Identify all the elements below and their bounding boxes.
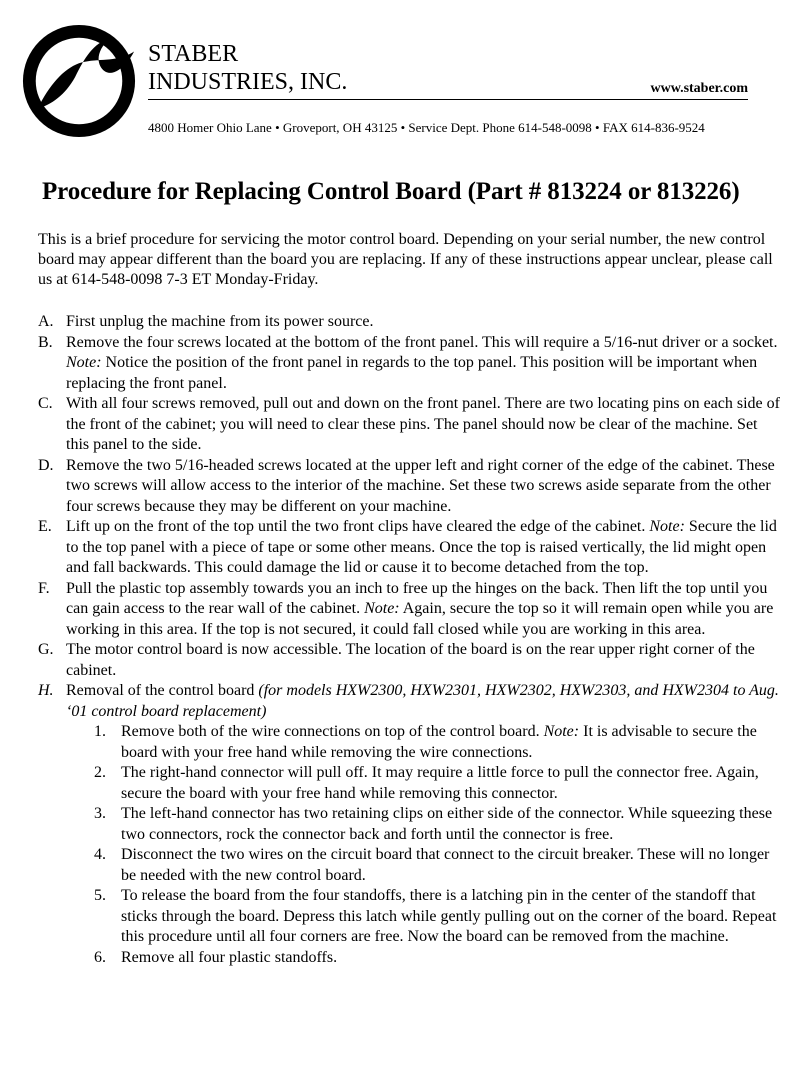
- header-rule: [148, 99, 748, 100]
- page-title: Procedure for Replacing Control Board (Part # 813224 or 813226): [42, 178, 740, 205]
- substep-5: [94, 886, 780, 948]
- substep-2: [94, 763, 780, 804]
- step-g: [38, 640, 780, 681]
- note-label: Note:: [66, 354, 102, 371]
- company-logo-icon: [20, 22, 138, 140]
- substep-3: [94, 804, 780, 845]
- step-marker: E.: [38, 518, 52, 535]
- step-b: [38, 333, 780, 395]
- note-label: Note:: [649, 518, 685, 535]
- company-name: [148, 40, 347, 96]
- step-text: First unplug the machine from its power source.: [66, 313, 374, 330]
- substep-number: 1.: [94, 723, 106, 740]
- step-text: Lift up on the front of the top until the two front clips have cleared the edge of the cabinet.: [66, 518, 650, 535]
- step-text: Removal of the control board: [66, 682, 259, 699]
- substep-text: Remove all four plastic standoffs.: [121, 948, 338, 966]
- step-text: With all four screws removed, pull out and down on the front panel. There are two locating pins on each side of the front of the cabinet; you will need to clear these pins. The panel should now be clear of the machine. Set this panel to the side.: [66, 395, 780, 453]
- step-f: [38, 579, 780, 641]
- step-c: [38, 394, 780, 456]
- substep-1: [94, 722, 780, 763]
- step-marker: H.: [38, 682, 54, 699]
- step-text: Again, secure the top so it will remain open while you are working in this area. If the top is not secured, it could fall closed while you are working in this area.: [66, 600, 774, 638]
- step-h: [38, 681, 780, 968]
- intro-paragraph: This is a brief procedure for servicing the motor control board. Depending on your serial number, the new control board may appear different than the board you are replacing. If any of these instructions appear unclear, please call us at 614-548-0098 7-3 ET Monday-Friday.: [38, 231, 773, 288]
- step-text: Remove the four screws located at the bottom of the front panel. This will require a 5/16-nut driver or a socket.: [66, 333, 778, 351]
- step-text: Notice the position of the front panel in regards to the top panel. This position will be important when replacing the front panel.: [66, 354, 758, 392]
- company-name-line2: INDUSTRIES, INC.: [148, 69, 348, 95]
- substep-text: Disconnect the two wires on the circuit board that connect to the circuit breaker. These will no longer be needed with the new control board.: [121, 846, 770, 884]
- substep-4: [94, 845, 780, 886]
- substep-number: 4.: [94, 846, 106, 863]
- substep-6: [94, 948, 780, 969]
- step-models-note: (for models HXW2300, HXW2301, HXW2302, HXW2303, and HXW2304 to Aug. ‘01 control board replacement): [66, 682, 779, 720]
- step-marker: B.: [38, 333, 53, 351]
- step-e: [38, 517, 780, 579]
- substep-text: To release the board from the four standoffs, there is a latching pin in the center of the standoff that sticks through the board. Depress this latch while gently pulling out on the corner of the board. Repeat this procedure until all four corners are free. Now the board can be removed from the machine.: [121, 887, 777, 945]
- step-text: Secure the lid to the top panel with a piece of tape or some other means. Once the top is raised vertically, the lid might open and fall backwards. This could damage the lid or cause it to become detached from the top.: [66, 518, 777, 576]
- step-marker: A.: [38, 313, 54, 330]
- company-name-line1: STABER: [148, 41, 239, 67]
- website-link[interactable]: www.staber.com: [650, 81, 748, 96]
- step-text: Remove the two 5/16-headed screws located at the upper left and right corner of the edge of the cabinet. These two screws will allow access to the interior of the machine. Set these two screws aside separate from the other four screws because they may be different on your machine.: [66, 456, 775, 515]
- substep-text: Remove both of the wire connections on top of the control board.: [121, 723, 544, 740]
- step-d: [38, 456, 780, 518]
- procedure-steps: [38, 312, 780, 968]
- substep-number: 2.: [94, 764, 106, 781]
- step-marker: C.: [38, 395, 53, 412]
- step-marker: F.: [38, 579, 50, 597]
- note-label: Note:: [364, 600, 400, 617]
- step-text: The motor control board is now accessible. The location of the board is on the rear upper right corner of the cabinet.: [66, 641, 755, 679]
- step-marker: G.: [38, 641, 54, 658]
- substep-text: The left-hand connector has two retaining clips on either side of the connector. While squeezing these two connectors, rock the connector back and forth until the connector is free.: [121, 805, 773, 843]
- step-a: [38, 312, 780, 333]
- substeps-list: [66, 722, 780, 968]
- substep-text: The right-hand connector will pull off. It may require a little force to pull the connector free. Again, secure the board with your free hand while removing this connector.: [121, 764, 759, 802]
- note-label: Note:: [543, 723, 580, 740]
- substep-number: 6.: [94, 948, 106, 966]
- step-marker: D.: [38, 456, 54, 474]
- substep-number: 5.: [94, 887, 106, 904]
- substep-text: It is advisable to secure the board with your free hand while removing the wire connections.: [121, 723, 757, 761]
- step-text: Pull the plastic top assembly towards you an inch to free up the hinges on the back. Then lift the top until you can gain access to the rear wall of the cabinet.: [66, 579, 768, 617]
- company-address: 4800 Homer Ohio Lane • Groveport, OH 43125 • Service Dept. Phone 614-548-0098 • FAX 614-836-9524: [148, 120, 705, 135]
- substep-number: 3.: [94, 805, 106, 822]
